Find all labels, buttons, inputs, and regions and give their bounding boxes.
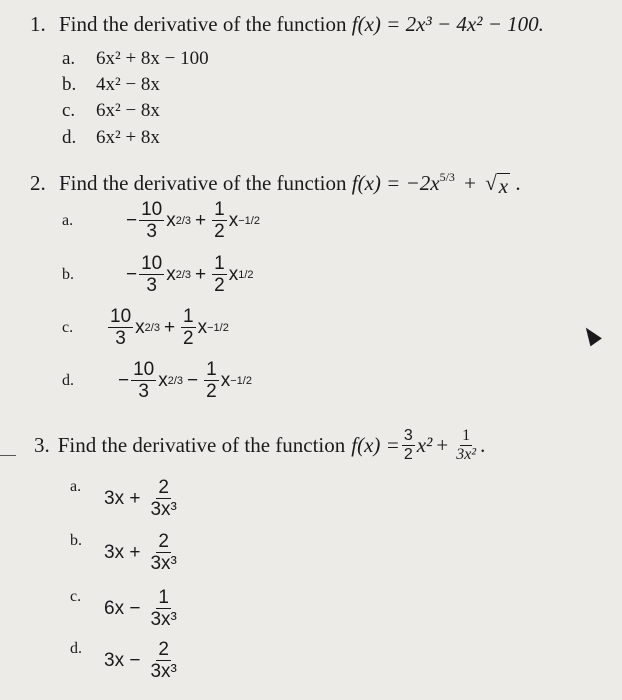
denominator: 3x³ xyxy=(150,661,177,682)
variable: x xyxy=(228,263,239,285)
numerator: 1 xyxy=(206,359,217,380)
denominator: 3x² xyxy=(456,446,477,463)
exponent: 1/2 xyxy=(238,268,254,281)
fraction xyxy=(181,307,196,348)
sign: − xyxy=(118,369,130,391)
option-lead: 6x − xyxy=(104,597,141,619)
denominator: 3x³ xyxy=(150,553,177,574)
fraction xyxy=(204,360,219,401)
fraction xyxy=(212,200,227,241)
fraction xyxy=(454,428,478,463)
numerator: 1 xyxy=(158,587,169,608)
operator: + xyxy=(195,209,207,231)
numerator: 2 xyxy=(158,531,169,552)
variable: x xyxy=(166,209,176,231)
sign: − xyxy=(126,263,138,285)
denominator: 3x³ xyxy=(150,499,177,520)
numerator: 10 xyxy=(141,199,163,220)
option-c[interactable] xyxy=(62,100,160,122)
denominator: 3 xyxy=(146,275,157,296)
function-plus: + xyxy=(464,171,477,195)
exponent: 2/3 xyxy=(144,321,160,334)
question-prompt: Find the derivative of the function xyxy=(59,12,347,36)
function-end: . xyxy=(480,433,486,457)
denominator: 2 xyxy=(214,221,225,242)
variable: x xyxy=(228,209,239,231)
option-lead: 3x + xyxy=(104,541,141,563)
numerator: 1 xyxy=(214,253,225,274)
question-2 xyxy=(30,170,521,199)
denominator: 2 xyxy=(214,275,225,296)
option-text: 4x² − 8x xyxy=(96,74,160,95)
function-end: . xyxy=(515,171,521,195)
question-prompt: Find the derivative of the function xyxy=(57,433,346,457)
option-letter: c. xyxy=(70,588,82,605)
option-letter: a. xyxy=(70,478,82,495)
question-1 xyxy=(30,12,544,37)
question-prompt: Find the derivative of the function xyxy=(59,171,347,195)
radicand: x xyxy=(498,174,509,198)
option-letter: a. xyxy=(62,48,76,69)
fraction xyxy=(148,640,178,681)
divider xyxy=(0,455,16,456)
operator: + xyxy=(163,316,176,338)
option-a[interactable] xyxy=(70,478,181,519)
function-lhs: f(x) = −2x xyxy=(351,171,440,195)
option-c[interactable] xyxy=(70,588,181,629)
denominator: 2 xyxy=(183,328,194,349)
question-3 xyxy=(34,428,485,463)
variable: x xyxy=(220,369,231,391)
numerator: 3 xyxy=(403,427,413,444)
fraction xyxy=(402,428,415,463)
option-letter: b. xyxy=(70,532,82,549)
option-letter: d. xyxy=(62,127,77,148)
fraction xyxy=(131,360,156,401)
numerator: 2 xyxy=(158,477,169,498)
option-letter: d. xyxy=(70,640,82,657)
option-b[interactable] xyxy=(62,254,254,295)
exponent: −1/2 xyxy=(238,214,260,227)
option-b[interactable] xyxy=(62,74,160,96)
operator: + xyxy=(436,433,449,457)
fraction xyxy=(139,254,164,295)
option-lead: 3x − xyxy=(104,649,141,671)
function-expression: f(x) = 2x³ − 4x² − 100. xyxy=(351,12,544,36)
variable: x xyxy=(197,316,208,338)
option-letter: b. xyxy=(62,265,74,283)
denominator: 3 xyxy=(115,328,126,349)
numerator: 10 xyxy=(133,359,155,380)
fraction xyxy=(148,532,178,573)
option-text: 6x² + 8x xyxy=(96,127,160,148)
fraction xyxy=(148,478,178,519)
sqrt-icon: √ xyxy=(485,171,497,195)
sign: − xyxy=(126,209,138,231)
variable: x xyxy=(166,263,176,285)
option-a[interactable] xyxy=(62,48,209,70)
numerator: 10 xyxy=(110,306,132,327)
variable: x xyxy=(158,369,168,391)
operator: − xyxy=(187,369,199,391)
option-d[interactable] xyxy=(62,360,252,401)
variable: x xyxy=(135,316,145,338)
option-letter: c. xyxy=(62,318,74,336)
numerator: 1 xyxy=(214,199,225,220)
numerator: 2 xyxy=(158,639,169,660)
option-text: 6x² − 8x xyxy=(96,100,160,121)
question-number: 2. xyxy=(30,171,46,195)
option-letter: d. xyxy=(62,371,74,389)
fraction xyxy=(212,254,227,295)
numerator: 10 xyxy=(141,253,163,274)
function-exponent: 5/3 xyxy=(439,170,455,184)
operator: + xyxy=(195,263,207,285)
option-letter: c. xyxy=(62,100,76,121)
question-number: 3. xyxy=(34,433,50,457)
fraction xyxy=(108,307,133,348)
mouse-cursor-icon xyxy=(580,324,602,347)
denominator: 2 xyxy=(206,381,217,402)
variable: x² xyxy=(416,433,433,457)
option-letter: a. xyxy=(62,211,74,229)
option-text: 6x² + 8x − 100 xyxy=(96,48,209,69)
option-d[interactable] xyxy=(70,640,181,681)
fraction xyxy=(139,200,164,241)
function-lhs: f(x) = xyxy=(351,433,400,457)
option-lead: 3x + xyxy=(104,487,141,509)
denominator: 3x³ xyxy=(150,609,177,630)
exponent: 2/3 xyxy=(167,374,184,387)
numerator: 1 xyxy=(183,306,194,327)
option-b[interactable] xyxy=(70,532,181,573)
fraction xyxy=(148,588,178,629)
option-letter: b. xyxy=(62,74,77,95)
question-number: 1. xyxy=(30,12,46,36)
numerator: 1 xyxy=(462,427,471,444)
option-d[interactable] xyxy=(62,127,160,149)
denominator: 2 xyxy=(403,446,413,463)
sqrt-expression xyxy=(485,171,510,199)
option-c[interactable] xyxy=(62,307,229,348)
exponent: −1/2 xyxy=(230,374,252,387)
exponent: 2/3 xyxy=(175,268,192,281)
exponent: 2/3 xyxy=(175,214,192,227)
denominator: 3 xyxy=(138,381,149,402)
option-a[interactable] xyxy=(62,200,260,241)
exponent: −1/2 xyxy=(207,321,229,334)
denominator: 3 xyxy=(146,221,157,242)
